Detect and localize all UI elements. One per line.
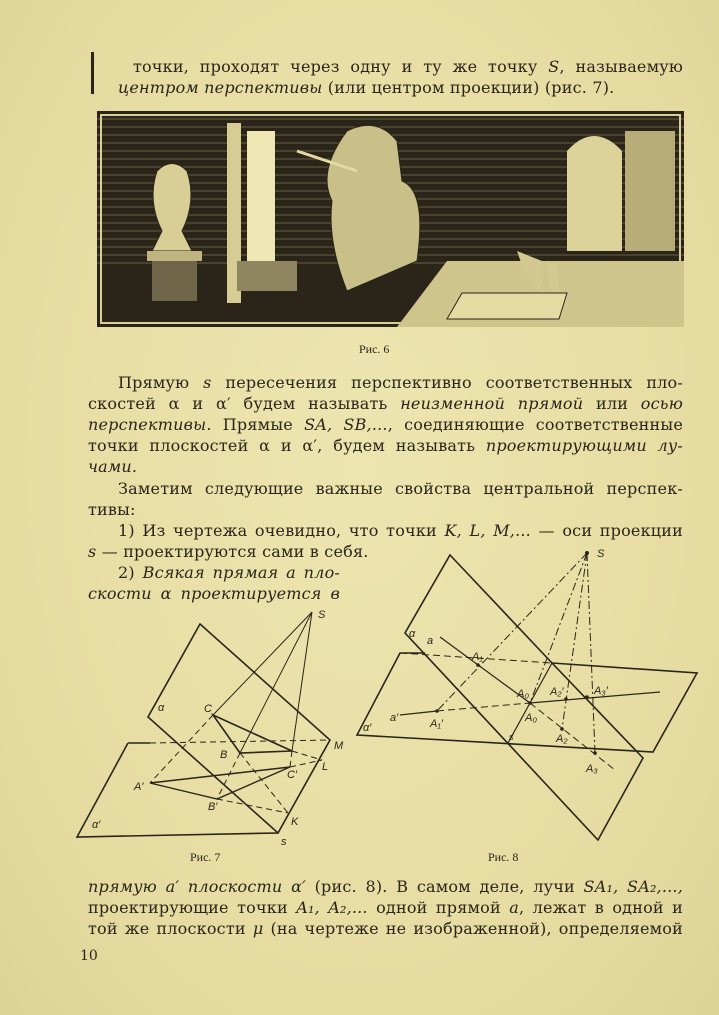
label-s-center: S xyxy=(318,609,326,621)
label-alpha-prime: α′ xyxy=(92,819,101,831)
italic-text-segment: K, L, M,... xyxy=(444,521,531,540)
label-a0-prime: A₀ xyxy=(525,712,537,724)
label-a-prime: A′ xyxy=(134,781,144,793)
italic-text-segment: s xyxy=(203,373,212,392)
label-axis-s: s xyxy=(281,836,287,848)
text-segment: той же плоскости xyxy=(88,919,253,938)
text-segment: или xyxy=(583,394,641,413)
text-segment: одной прямой xyxy=(367,898,510,917)
label-alpha-prime-8: α′ xyxy=(363,722,372,734)
figure-8-caption: Рис. 8 xyxy=(488,850,519,864)
label-c: C xyxy=(204,703,212,715)
text-segment: проектирующие точки xyxy=(88,898,297,917)
label-a1: A₁ xyxy=(472,651,483,663)
label-m: M xyxy=(334,740,344,752)
label-a2: A₂ xyxy=(556,733,568,745)
text-segment: скостей α и α′ будем называть xyxy=(88,394,401,413)
italic-text-segment: a xyxy=(509,898,519,917)
triangle-abc-prime xyxy=(150,767,290,799)
text-segment: точки, проходят через одну и ту же точку xyxy=(133,57,549,76)
plane-alpha-prime-8 xyxy=(357,653,697,752)
italic-text-segment: SA₁, SA₂,..., xyxy=(583,877,683,896)
italic-text-segment: A₁, A₂,... xyxy=(296,898,368,917)
italic-text-segment: проектирующими лу- xyxy=(485,436,684,455)
label-axis-s-8: s xyxy=(509,732,514,742)
text-line xyxy=(88,918,683,939)
italic-text-segment: Всякая прямая a пло- xyxy=(142,563,341,582)
text-segment: — оси проекции xyxy=(530,521,684,540)
text-line xyxy=(88,897,683,918)
text-segment: (на чертеже не изображенной), определяемой xyxy=(263,919,684,938)
plane-alpha xyxy=(148,624,330,833)
triangle-abc xyxy=(213,715,292,753)
label-a3: A₃ xyxy=(586,763,598,775)
text-segment: (рис. 8). В самом деле, лучи xyxy=(305,877,584,896)
italic-text-segment: S xyxy=(548,57,560,76)
label-a3-prime: A₃′ xyxy=(594,685,608,697)
label-c-prime: C′ xyxy=(287,769,298,781)
text-segment: 2) xyxy=(118,563,143,582)
text-segment: — проектируются сами в себя. xyxy=(96,542,369,561)
italic-text-segment: осью xyxy=(640,394,683,413)
italic-text-segment: прямую a′ плоскости α′ xyxy=(88,877,306,896)
text-segment: точки плоскостей α и α′, будем называть xyxy=(88,436,486,455)
text-segment: Заметим следующие важные свойства центральной перспек- xyxy=(118,479,683,498)
page-number: 10 xyxy=(80,948,98,964)
text-segment: Прямые xyxy=(211,415,305,434)
text-segment: , называемую xyxy=(559,57,683,76)
text-segment: 1) Из чертежа очевидно, что точки xyxy=(118,521,445,540)
text-segment: Прямую xyxy=(118,373,204,392)
label-line-a-prime: a′ xyxy=(390,712,399,724)
text-line xyxy=(88,876,683,897)
text-segment: тивы: xyxy=(88,500,136,519)
label-a1-prime: A₁′ xyxy=(430,718,443,730)
italic-text-segment: скости α проектируется в xyxy=(88,584,340,603)
italic-text-segment: перспективы. xyxy=(88,415,212,434)
label-s-center-8: S xyxy=(597,548,605,560)
text-segment: , лежат в одной и xyxy=(518,898,684,917)
label-a0: A₀ xyxy=(517,688,529,700)
label-b: B xyxy=(220,749,228,761)
label-l: L xyxy=(322,761,329,773)
italic-text-segment: центром перспективы xyxy=(118,78,323,97)
text-segment: пересечения перспективно соответственных пло- xyxy=(211,373,683,392)
figure-7-caption: Рис. 7 xyxy=(190,850,221,864)
italic-text-segment: неизменной прямой xyxy=(400,394,584,413)
italic-text-segment: μ xyxy=(252,919,264,938)
figure-6-caption: Рис. 6 xyxy=(359,342,390,356)
label-line-a: a xyxy=(427,635,434,647)
italic-text-segment: чами. xyxy=(88,457,138,476)
label-a2-prime: A₂′ xyxy=(550,686,564,698)
label-k: K xyxy=(291,816,299,828)
label-b-prime: B′ xyxy=(208,801,218,813)
text-segment: , соединяющие соответственные xyxy=(387,415,683,434)
label-alpha-8: α xyxy=(409,628,416,640)
italic-text-segment: SA, SB,... xyxy=(304,415,388,434)
text-segment: (или центром проекции) (рис. 7). xyxy=(322,78,615,97)
label-alpha: α xyxy=(158,702,165,714)
italic-text-segment: s xyxy=(88,542,97,561)
